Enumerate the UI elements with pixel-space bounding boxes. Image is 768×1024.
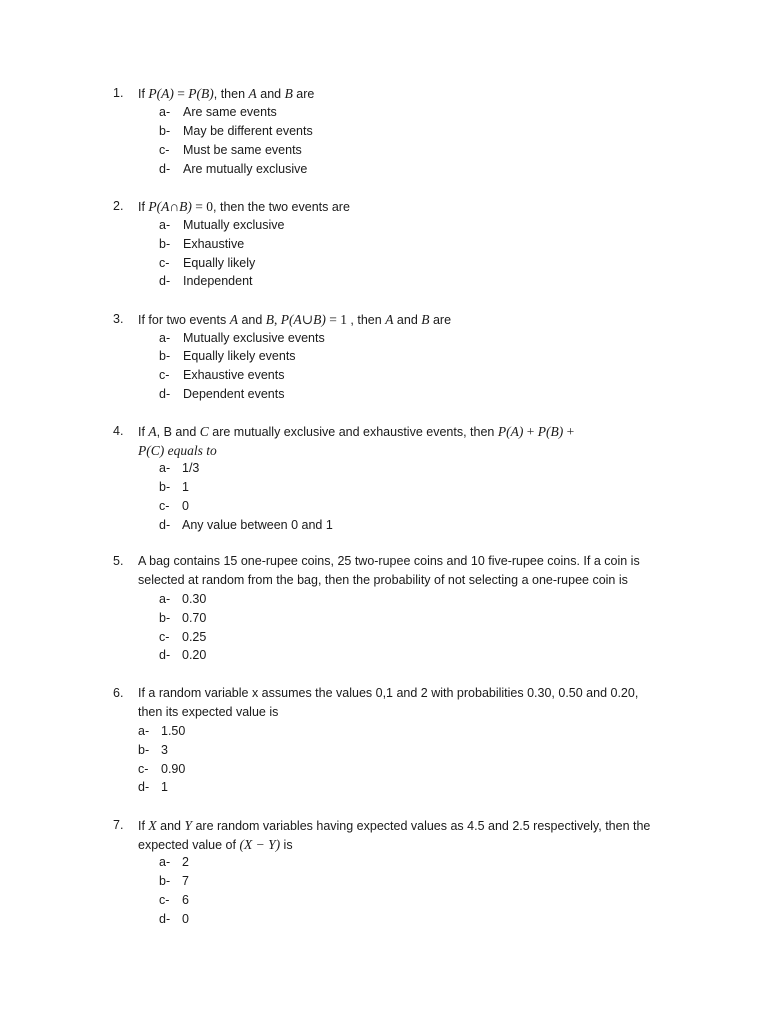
question-text-line-1: A bag contains 15 one-rupee coins, 25 two-rupee coins and 10 five-rupee coins. If a coin is [138, 554, 640, 568]
question-text-line-2: selected at random from the bag, then the probability of not selecting a one-rupee coin is [138, 573, 628, 587]
question-text-line-2: expected value of (X − Y) is [138, 837, 293, 852]
document-page: 1. If P(A) = P(B), then A and B are a- Are same events b- May be different events c- Must be same events d- Are mutually exclusive 2. If P(A∩B) = 0, then the two events are a- Mutually exclusive b- Exhaustive c- Equally likely d- Independent 3. If for two events A and B, P(A∪B) = 1 , then A and B are a- Mutually exclusive events b- Equally likely events c- Exhaustive events d- Dependent events 4. If A, B and C are mutually exclusive and exhaustive events, then P(A) + P(B) + P(C) equals to a- 1/3 b- 1 c- 0 d- Any value between 0 and 1 5. A bag contains 15 one-rupee coins, 25 two-rupee coins and 10 five-rupee coins. If a coin is selected at random from the bag, then the probability of not selecting a one-rupee coin is a- 0.30 b- 0.70 c- 0.25 d- 0.20 6. If a random variable x assumes the values 0,1 and 2 with probabilities 0.30, 0.50 and 0.20, then its expected value is a- 1.50 b- 3 c- 0.90 d- 1 7. If X and Y are random variables having expected values as 4.5 and 2.5 respectively, then the expected value of (X − Y) is a- 2 b- 7 c- 6 d- 0 [113, 86, 651, 926]
question-text-line-1: If a random variable x assumes the values 0,1 and 2 with probabilities 0.30, 0.50 and 0.20, [138, 686, 639, 700]
question-text-line-1: If X and Y are random variables having expected values as 4.5 and 2.5 respectively, then the [138, 818, 651, 833]
question-text-line-1: If A, B and C are mutually exclusive and exhaustive events, then P(A) + P(B) + [138, 424, 575, 439]
question-text-line-2: then its expected value is [138, 705, 279, 719]
question-number: 5. [113, 554, 124, 568]
question-number: 2. [113, 199, 124, 213]
question-number: 6. [113, 686, 124, 700]
question-number: 4. [113, 424, 124, 438]
question-text: If P(A∩B) = 0, then the two events are [138, 199, 350, 214]
question-number: 3. [113, 312, 124, 326]
question-number: 7. [113, 818, 124, 832]
question-text-line-2: P(C) equals to [138, 443, 217, 458]
question-text: If for two events A and B, P(A∪B) = 1 , then A and B are [138, 312, 452, 327]
question-number: 1. [113, 86, 124, 100]
question-text: If P(A) = P(B), then A and B are [138, 86, 315, 101]
